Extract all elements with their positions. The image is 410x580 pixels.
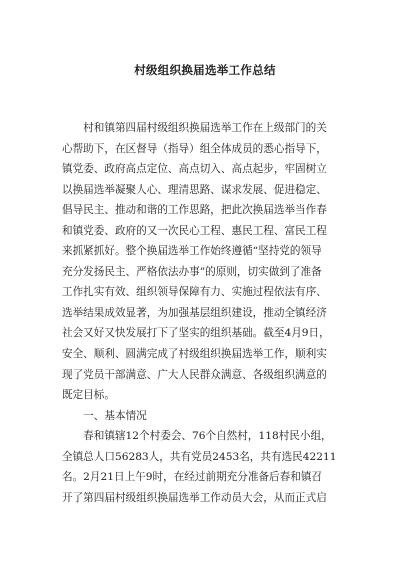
body-line: 倡导民主、推动和谐的工作思路，把此次换届选举当作春 (62, 204, 327, 217)
body-line: 充分发扬民主、严格依法办事”的原则，切实做到了准备 (62, 265, 322, 278)
body-line: 镇党委、政府高点定位、高点切入、高点起步，牢固树立 (62, 163, 327, 176)
section-heading: 一、基本情况 (62, 409, 147, 422)
document-body (62, 118, 352, 508)
body-line: 心帮助下，在区督导（指导）组全体成员的悉心指导下， (62, 142, 327, 155)
body-line: 全镇总人口56283人，共有党员2453名，共有选民42211 (62, 450, 337, 463)
body-line: 开了第四届村级组织换届选举工作动员大会，从而正式启 (62, 491, 327, 504)
body-line: 安全、顺利、圆满完成了村级组织换届选举工作，顺利实 (62, 348, 327, 361)
body-line: 社会又好又快发展打下了坚实的组织基础。截至4月9日， (62, 327, 330, 340)
body-line: 来抓紧抓好。整个换届选举工作始终遵循“坚持党的领导 (62, 245, 322, 258)
body-line: 春和镇辖12个村委会、76个自然村，118村民小组， (62, 430, 332, 443)
body-line: 村和镇第四届村级组织换届选举工作在上级部门的关 (62, 122, 327, 134)
body-line: 既定目标。 (62, 389, 115, 402)
body-line: 现了党员干部满意、广大人民群众满意、各级组织满意的 (62, 368, 327, 381)
body-line: 工作扎实有效、组织领导保障有力、实施过程依法有序、 (62, 286, 327, 299)
body-line: 以换届选举凝聚人心、理清思路、谋求发展、促进稳定、 (62, 183, 327, 196)
body-line: 和镇党委、政府的又一次民心工程、惠民工程、富民工程 (62, 224, 327, 237)
body-line: 名。2月21日上午9时，在经过前期充分准备后春和镇召 (62, 471, 323, 484)
document-title: 村级组织换届选举工作总结 (134, 63, 276, 77)
body-line: 选举结果成效显著，为加强基层组织建设，推动全镇经济 (62, 306, 327, 319)
